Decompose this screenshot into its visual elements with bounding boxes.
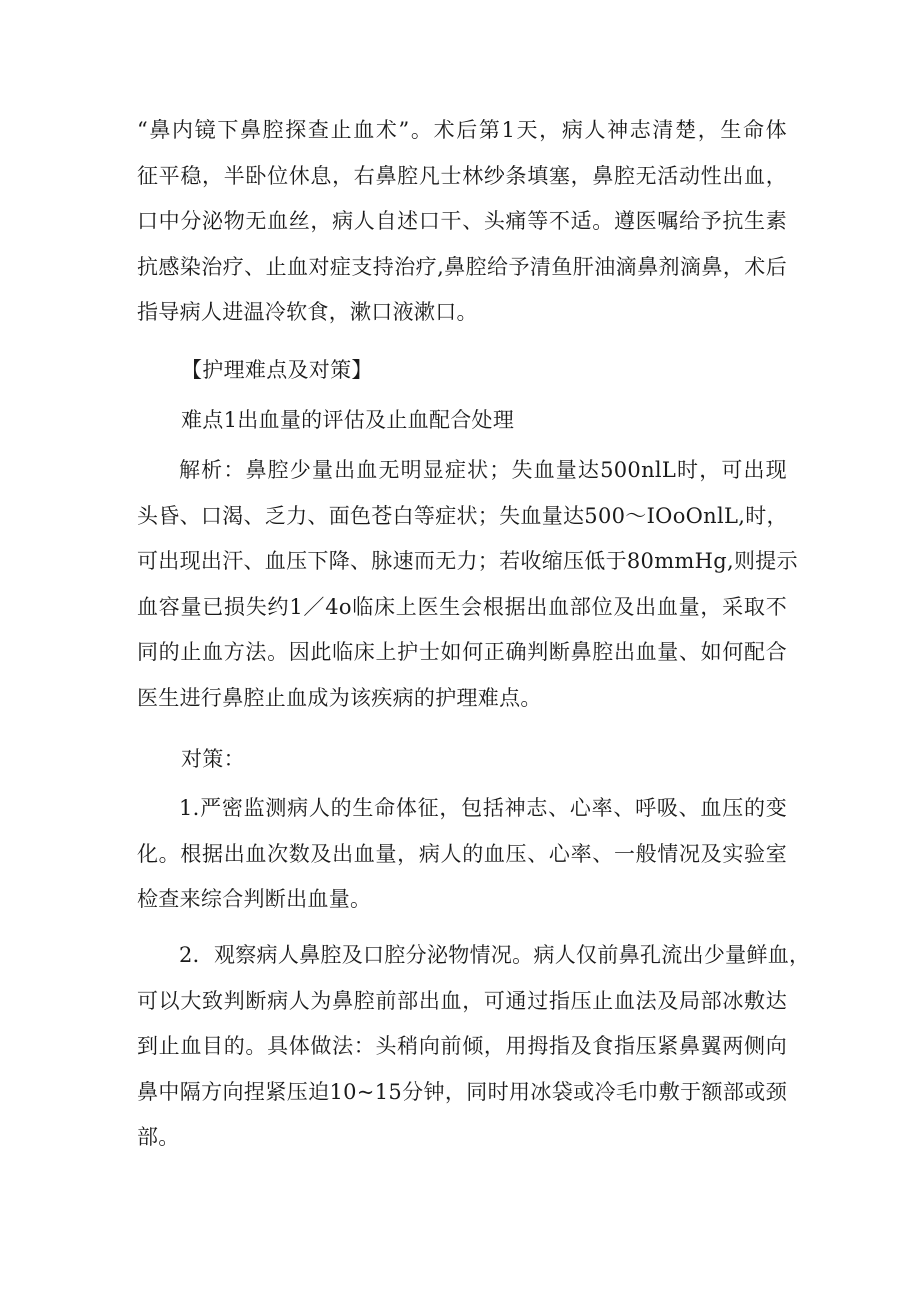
analysis-paragraph	[137, 448, 798, 721]
paragraph-line: 同的止血方法。因此临床上护士如何正确判断鼻腔出血量、如何配合	[137, 640, 787, 664]
paragraph-intro	[137, 108, 787, 336]
paragraph-line: 1.严密监测病人的生命体征，包括神志、心率、呼吸、血压的变	[179, 796, 787, 820]
difficulty-title: 难点1出血量的评估及止血配合处理	[181, 408, 515, 432]
paragraph-line: 头昏、口渴、乏力、面色苍白等症状；失血量达500～IOoOnlL,时，	[137, 503, 788, 528]
countermeasure-item-1	[137, 786, 787, 923]
paragraph-line: 血容量已损失约1／4o临床上医生会根据出血部位及出血量，采取不	[137, 594, 787, 619]
paragraph-line: 医生进行鼻腔止血成为该疾病的护理难点。	[137, 685, 542, 710]
paragraph-line: 检查来综合判断出血量。	[137, 887, 372, 911]
section-heading: 【护理难点及对策】	[181, 358, 373, 382]
countermeasure-label: 对策：	[181, 747, 245, 771]
paragraph-line: 部。	[137, 1125, 180, 1149]
paragraph-line: 到止血目的。具体做法：头稍向前倾，用拇指及食指压紧鼻翼两侧向	[137, 1034, 787, 1058]
paragraph-line: 化。根据出血次数及出血量，病人的血压、心率、一般情况及实验室	[137, 841, 787, 866]
paragraph-line: 可出现出汗、血压下降、脉速而无力；若收缩压低于80mmHg,则提示	[137, 549, 798, 573]
paragraph-line: 可以大致判断病人为鼻腔前部出血，可通过指压止血法及局部冰敷达	[137, 988, 787, 1013]
paragraph-line: 2．观察病人鼻腔及口腔分泌物情况。病人仅前鼻孔流出少量鲜血，	[179, 943, 811, 967]
paragraph-line: 抗感染治疗、止血对症支持治疗,鼻腔给予清鱼肝油滴鼻剂滴鼻，术后	[137, 254, 787, 279]
paragraph-line: 征平稳，半卧位休息，右鼻腔凡士林纱条填塞，鼻腔无活动性出血，	[137, 163, 787, 188]
paragraph-line: 口中分泌物无血丝，病人自述口干、头痛等不适。遵医嘱给予抗生素	[137, 209, 787, 233]
paragraph-line: “鼻内镜下鼻腔探查止血术”。术后第1天，病人神志清楚，生命体	[137, 118, 787, 142]
paragraph-line: 指导病人进温冷软食，漱口液漱口。	[137, 300, 478, 324]
countermeasure-item-2	[137, 933, 811, 1161]
paragraph-line: 解析：鼻腔少量出血无明显症状；失血量达500nlL时，可出现	[179, 458, 787, 482]
paragraph-line: 鼻中隔方向捏紧压迫10~15分钟，同时用冰袋或冷毛巾敷于额部或颈	[137, 1079, 787, 1104]
